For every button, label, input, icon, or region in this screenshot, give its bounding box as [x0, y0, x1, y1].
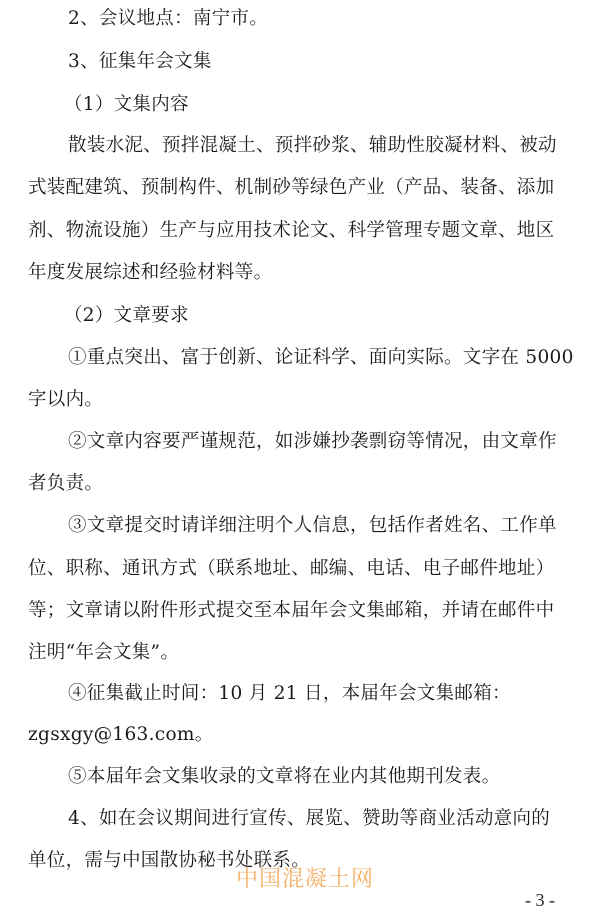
watermark-text: 中国混凝土网 — [236, 867, 375, 892]
text-line: ⑤本届年会文集收录的文章将在业内其他期刊发表。 — [68, 766, 501, 787]
text-line: （1）文集内容 — [64, 94, 189, 115]
text-line: 3、征集年会文集 — [68, 51, 212, 72]
text-line: 等；文章请以附件形式提交至本届年会文集邮箱，并请在邮件中 — [28, 600, 555, 621]
page-number: - 3 - — [525, 890, 555, 910]
text-line: ②文章内容要严谨规范，如涉嫌抄袭剽窃等情况，由文章作 — [68, 431, 557, 452]
text-line: 4、如在会议期间进行宣传、展览、赞助等商业活动意向的 — [68, 808, 551, 829]
text-line: （2）文章要求 — [64, 305, 189, 326]
text-line: 散装水泥、预拌混凝土、预拌砂浆、辅助性胶凝材料、被动 — [68, 135, 557, 156]
text-line: ③文章提交时请详细注明个人信息，包括作者姓名、工作单 — [68, 515, 557, 536]
text-line: 字以内。 — [28, 389, 104, 410]
text-line: 单位，需与中国散协秘书处联系。 — [28, 850, 311, 871]
text-line: 注明“年会文集”。 — [28, 642, 180, 663]
text-line: 2、会议地点：南宁市。 — [68, 8, 269, 29]
email-address: zgsxgy@163.com。 — [28, 724, 214, 745]
text-line: 式装配建筑、预制构件、机制砂等绿色产业（产品、装备、添加 — [28, 177, 555, 198]
text-line: ④征集截止时间：10 月 21 日，本届年会文集邮箱： — [68, 683, 511, 704]
text-line: 者负责。 — [28, 473, 104, 494]
text-line: 剂、物流设施）生产与应用技术论文、科学管理专题文章、地区 — [28, 220, 555, 241]
text-line: 年度发展综述和经验材料等。 — [28, 262, 273, 283]
text-line: 位、职称、通讯方式（联系地址、邮编、电话、电子邮件地址） — [28, 558, 555, 579]
text-line: ①重点突出、富于创新、论证科学、面向实际。文字在 5000 — [68, 347, 574, 368]
